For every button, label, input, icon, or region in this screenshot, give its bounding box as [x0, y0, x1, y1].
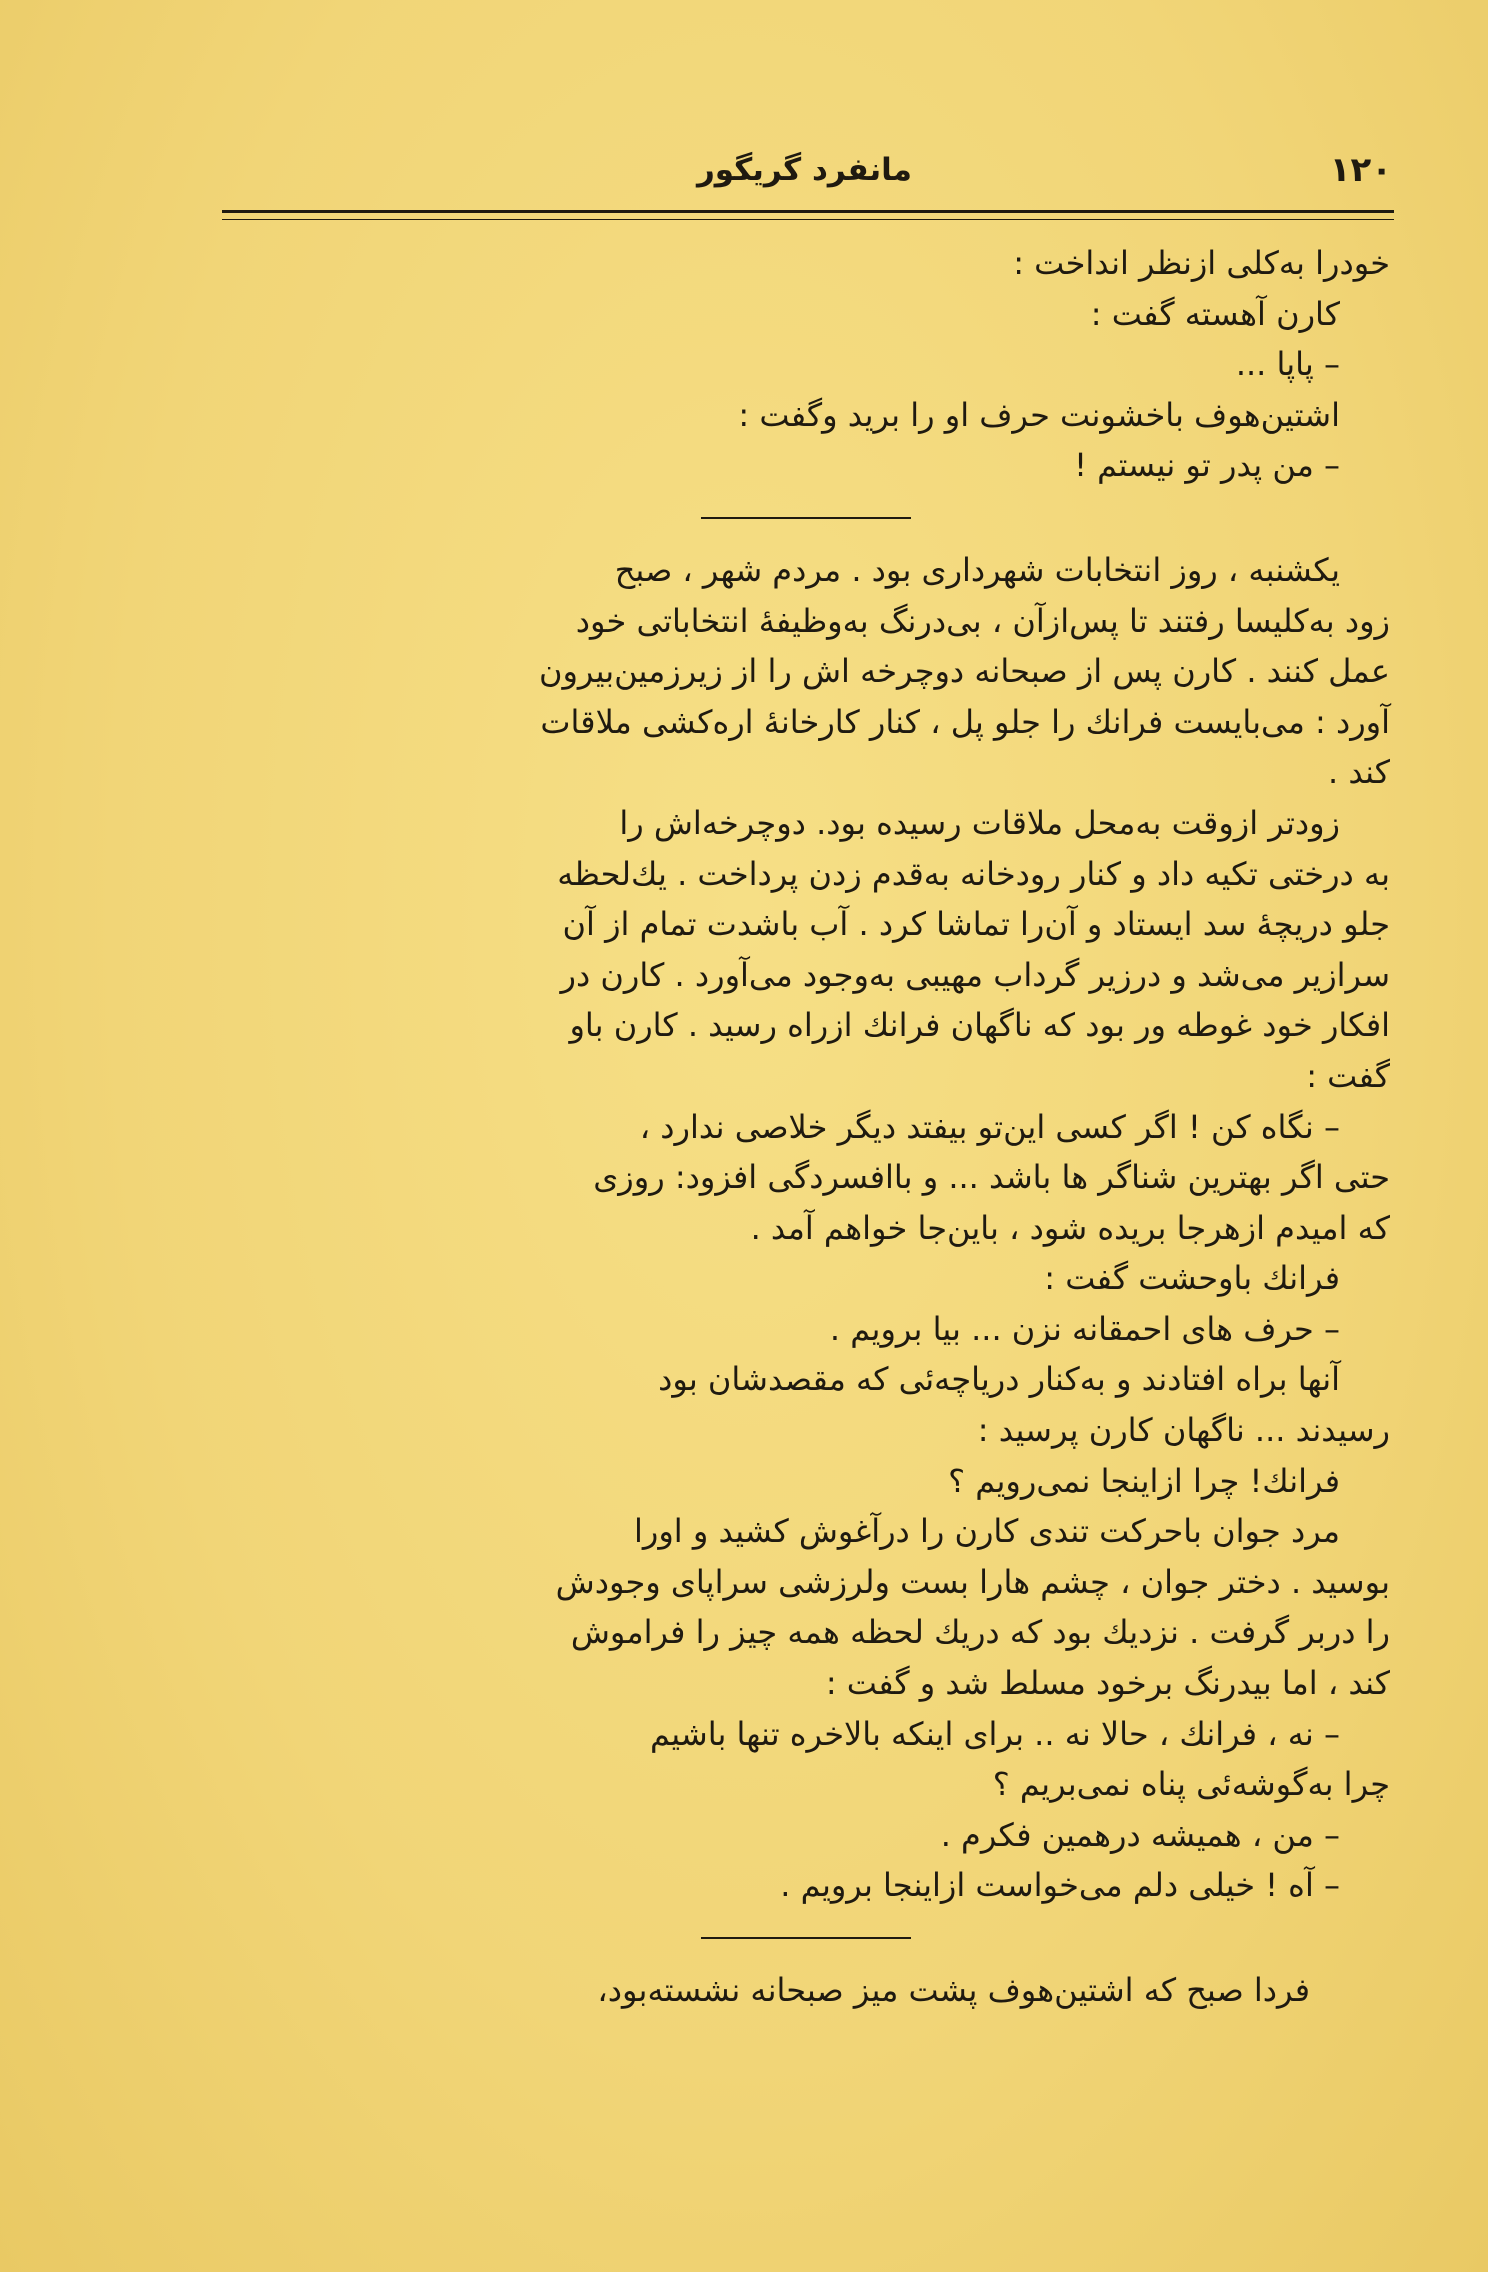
text-line: آورد : می‌بایست فرانك را جلو پل ، کنار کارخانهٔ اره‌کشی ملاقات — [540, 702, 1390, 741]
text-line: اشتین‌هوف باخشونت حرف او را برید وگفت : — [738, 395, 1340, 434]
page-number: ۱۲۰ — [1329, 150, 1392, 190]
text-line: چرا به‌گوشه‌ئی پناه نمی‌بریم ؟ — [992, 1765, 1390, 1804]
text-line: فرانك باوحشت گفت : — [1044, 1259, 1340, 1298]
section-separator — [701, 1937, 911, 1939]
text-line: – حرف های احمقانه نزن ... بیا برویم . — [829, 1309, 1340, 1348]
text-line: – پاپا ... — [1235, 345, 1340, 384]
text-line: کارن آهسته گفت : — [1090, 294, 1340, 333]
text-line: – نگاه کن ! اگر کسی این‌تو بیفتد دیگر خلاصی ندارد ، — [639, 1107, 1340, 1146]
body-text — [222, 238, 1390, 2016]
text-line: گفت : — [1306, 1056, 1390, 1095]
text-line: فردا صبح که اشتین‌هوف پشت میز صبحانه نشسته‌بود، — [597, 1971, 1310, 2009]
text-line: کند ، اما بیدرنگ برخود مسلط شد و گفت : — [825, 1664, 1390, 1703]
text-line: زودتر ازوقت به‌محل ملاقات رسیده بود. دوچرخه‌اش را — [619, 803, 1340, 842]
text-line: را دربر گرفت . نزدیك بود که دریك لحظه همه چیز را فراموش — [570, 1613, 1390, 1652]
text-line: آنها براه افتادند و به‌کنار دریاچه‌ئی که مقصدشان بود — [658, 1360, 1340, 1399]
text-line: فرانك! چرا ازاینجا نمی‌رویم ؟ — [948, 1461, 1340, 1500]
text-line: یکشنبه ، روز انتخابات شهرداری بود . مردم شهر ، صبح — [614, 550, 1340, 589]
text-line: مرد جوان باحرکت تندی کارن را درآغوش کشید و اورا — [633, 1512, 1340, 1551]
text-line: جلو دریچهٔ سد ایستاد و آن‌را تماشا کرد . آب باشدت تمام از آن — [562, 905, 1390, 944]
running-title: مانفرد گریگور — [696, 152, 912, 188]
text-line: – آه ! خیلی دلم می‌خواست ازاینجا برویم . — [780, 1866, 1340, 1905]
header-rule — [222, 210, 1394, 220]
page-header — [222, 150, 1392, 210]
text-line: حتی اگر بهترین شناگر ها باشد ... و باافسردگی افزود: روزی — [593, 1158, 1390, 1197]
text-line: سرازیر می‌شد و درزیر گرداب مهیبی به‌وجود می‌آورد . کارن در — [560, 955, 1390, 994]
text-line: افکار خود غوطه ور بود که ناگهان فرانك ازراه رسید . کارن باو — [569, 1006, 1390, 1045]
text-line: زود به‌کلیسا رفتند تا پس‌ازآن ، بی‌درنگ به‌وظیفهٔ انتخاباتی خود — [575, 601, 1390, 640]
text-line: رسیدند ... ناگهان کارن پرسید : — [977, 1411, 1390, 1450]
text-line: بوسید . دختر جوان ، چشم هارا بست ولرزشی سراپای وجودش — [555, 1562, 1390, 1601]
text-line: – من پدر تو نیستم ! — [1074, 446, 1340, 485]
text-line: به درختی تکیه داد و کنار رودخانه به‌قدم زدن پرداخت . یك‌لحظه — [557, 854, 1390, 893]
text-line: که امیدم ازهرجا بریده شود ، باین‌جا خواهم آمد . — [750, 1208, 1390, 1247]
text-line: – نه ، فرانك ، حالا نه .. برای اینکه بالاخره تنها باشیم — [649, 1714, 1340, 1753]
section-separator — [701, 517, 911, 519]
text-line: – من ، همیشه درهمین فکرم . — [940, 1815, 1340, 1854]
text-line: کند . — [1327, 753, 1390, 792]
text-line: عمل کنند . کارن پس از صبحانه دوچرخه اش را از زیرزمین‌بیرون — [538, 652, 1390, 691]
text-line: خودرا به‌کلی ازنظر انداخت : — [1013, 244, 1390, 282]
